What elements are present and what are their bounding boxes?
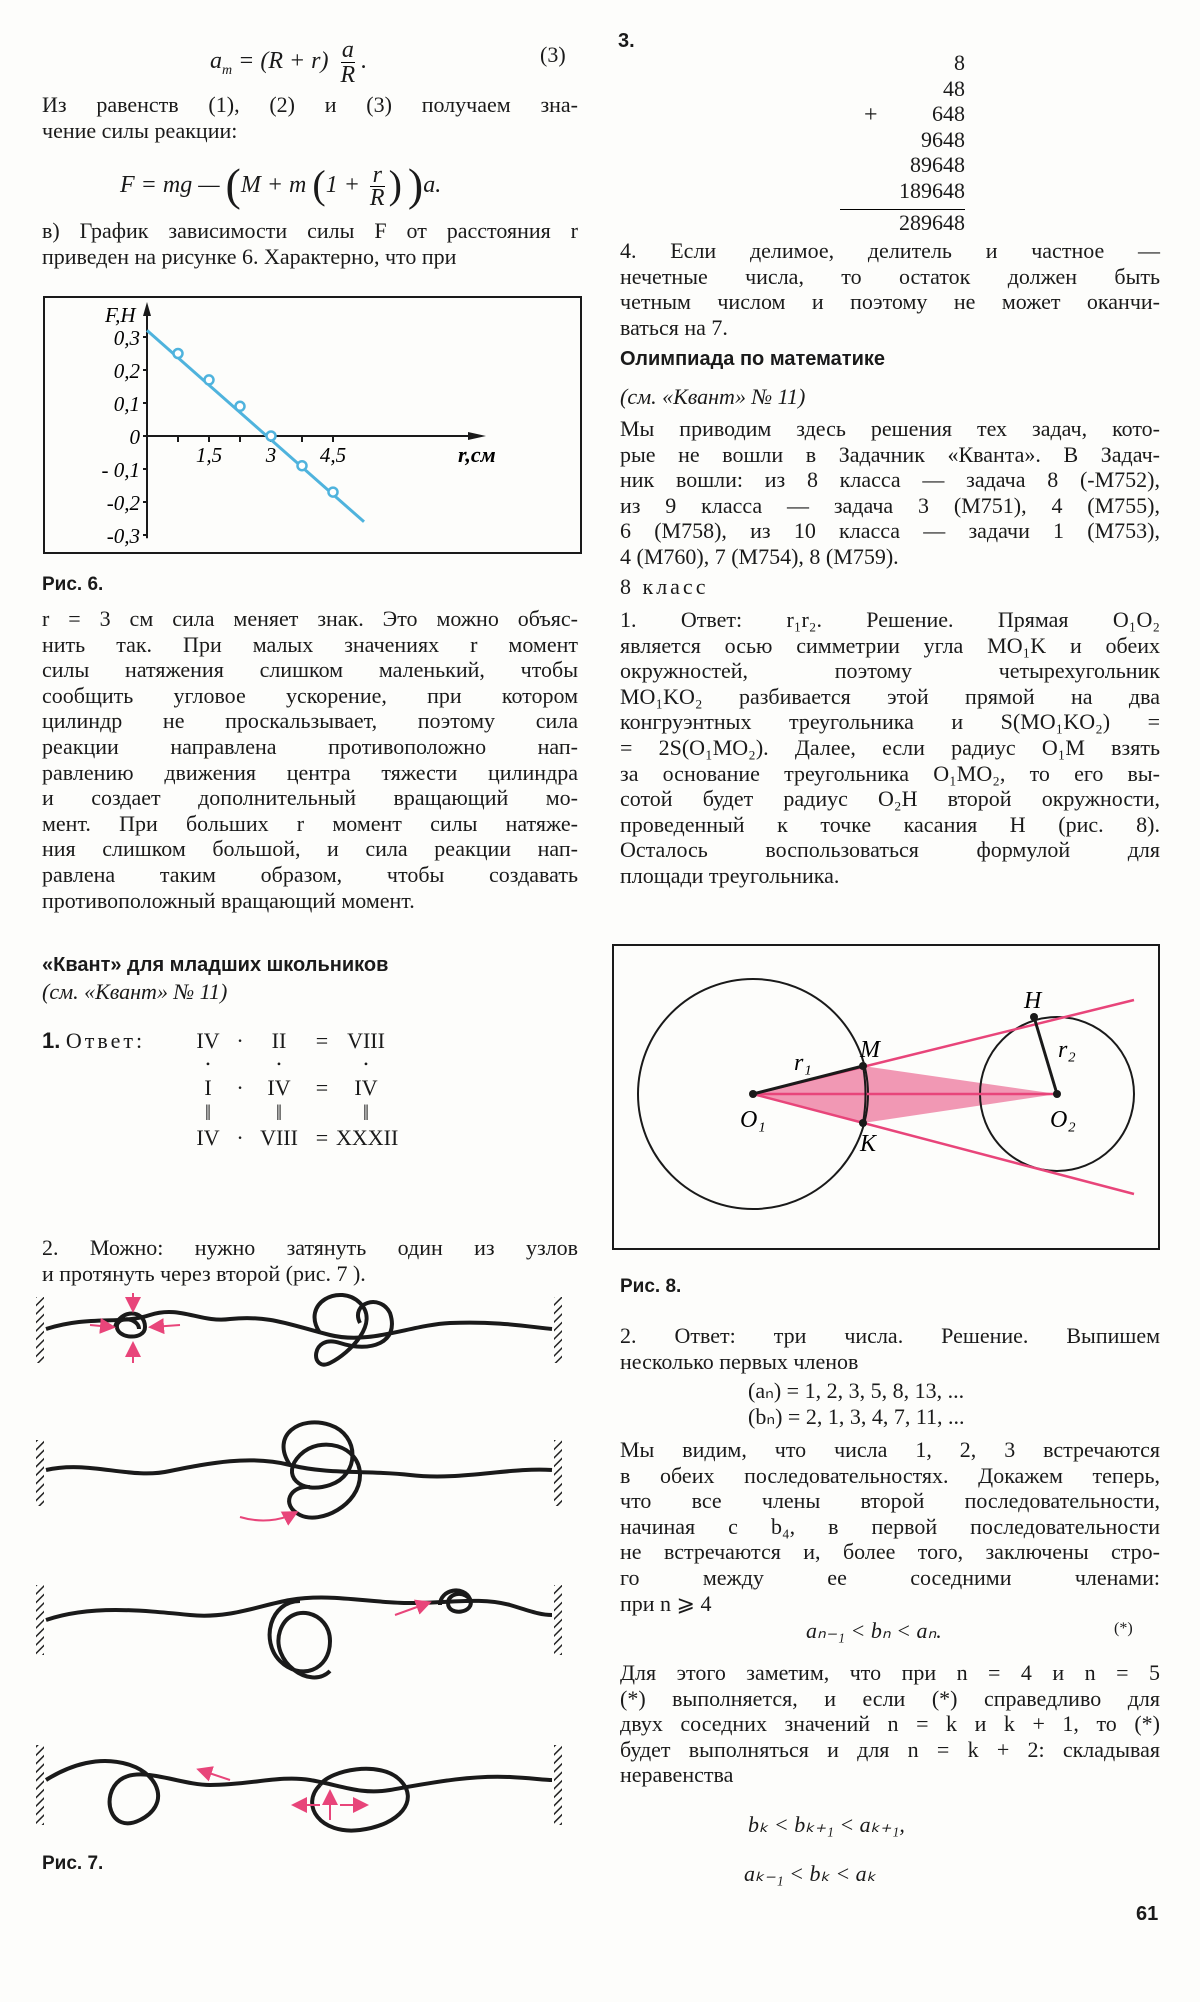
label-r1: r₁ <box>794 1050 812 1076</box>
text-line: MO₁KO₂ разбивается этой прямой на два <box>620 683 1160 709</box>
y-axis-arrow <box>143 302 151 316</box>
eq3-mid: = (R + r) <box>238 48 329 75</box>
roman-cell: = <box>315 1125 329 1150</box>
inequality-star: aₙ₋₁ < bₙ < aₙ. <box>806 1618 942 1643</box>
figure-8-circles <box>612 944 1160 1250</box>
y-tick-label: 0 <box>129 425 140 449</box>
text-line: Для этого заметим, что при n = 4 и n = 5 <box>620 1660 1160 1685</box>
addition-column <box>840 50 965 236</box>
roman-cell: · <box>236 1125 244 1150</box>
roman-cell: ‖ <box>362 1100 370 1125</box>
olympiad-intro <box>620 416 1160 570</box>
text-line: четным числом и поэтому не может оканчи- <box>620 289 1160 315</box>
text-line: площади треугольника. <box>620 862 840 888</box>
text-line: будет выполняться и для n = k + 2: складывая <box>620 1736 1160 1762</box>
roman-dot: • <box>276 1057 282 1071</box>
text-line: 4. Если делимое, делитель и частное — <box>620 238 1160 263</box>
answer-1-label <box>42 1028 145 1054</box>
star-label: (*) <box>1114 1620 1133 1637</box>
data-point <box>205 375 214 384</box>
page-number: 61 <box>1136 1903 1159 1925</box>
junior-section-ref: (см. «Квант» № 11) <box>42 979 228 1004</box>
text-line: Мы приводим здесь решения тех задач, кото- <box>620 416 1160 441</box>
roman-cell: = <box>315 1075 329 1100</box>
roman-cell: · <box>236 1028 244 1053</box>
text-line: го между ее соседними членами: <box>620 1564 1160 1590</box>
x-tick-label: 1,5 <box>195 443 223 467</box>
text-line: равлена таким образом, чтобы создавать <box>42 861 578 887</box>
data-point <box>174 349 183 358</box>
eqF-c: 1 + <box>325 172 360 198</box>
text-line: является осью симметрии угла MO₁K и обеих <box>620 632 1160 658</box>
eqF-den: R <box>369 184 385 211</box>
text-line: 4 (М760), 7 (М754), 8 (М759). <box>620 543 899 569</box>
inequality-2: aₖ₋₁ < bₖ < aₖ <box>744 1861 877 1886</box>
knot-row-1 <box>36 1295 562 1365</box>
eqF-b: M + m <box>240 172 307 198</box>
roman-grid <box>186 1028 399 1150</box>
solution-1-text <box>620 607 1160 889</box>
addend: 648 <box>932 101 965 126</box>
y-tick-label: -0,3 <box>106 524 140 548</box>
eq3-den: R <box>340 62 356 88</box>
eqF-d: a. <box>423 172 442 198</box>
eqF-a: F = mg — <box>120 172 226 198</box>
roman-cell: IV <box>196 1028 220 1053</box>
class-8-heading: 8 класс <box>620 574 709 599</box>
addend: 9648 <box>921 126 965 152</box>
text-line: двух соседних значений n = k и k + 1, то (*) <box>620 1711 1160 1737</box>
text-line: из 9 класса — задача 3 (М751), 4 (М755), <box>620 492 1160 518</box>
x-axis-label: r,см <box>458 442 496 467</box>
addend: 8 <box>954 50 965 75</box>
text-line: чение силы реакции: <box>42 117 238 143</box>
text-line: приведен на рисунке 6. Характерно, что при <box>42 243 457 269</box>
explanation-text <box>42 606 578 913</box>
x-tick-label: 4,5 <box>319 443 347 467</box>
y-tick-label: -0,2 <box>106 491 140 515</box>
text-line: 2. Ответ: три числа. Решение. Выпишем <box>620 1323 1160 1348</box>
text-line: не встречаются и, более того, заключены стро- <box>620 1539 1160 1565</box>
solution-2-proof <box>620 1437 1160 1616</box>
text-line: 2. Можно: нужно затянуть один из узлов <box>42 1235 578 1260</box>
knot-row-3 <box>36 1585 562 1677</box>
roman-dot: • <box>205 1057 211 1071</box>
text-line: ния слишком большой, и сила реакции нап- <box>42 836 578 862</box>
eq3-dot: . <box>361 48 368 75</box>
eq3-sub: m <box>222 62 233 78</box>
sequences <box>748 1378 965 1429</box>
knot-row-4 <box>36 1745 562 1831</box>
text-line: 1. Ответ: r₁r₂. Решение. Прямая O₁O₂ <box>620 607 1160 632</box>
answer1-word: Ответ: <box>65 1028 146 1053</box>
text-line: реакции направлена противоположно нап- <box>42 733 578 759</box>
solution-2-text <box>620 1323 1160 1374</box>
text-line: и протянуть через второй (рис. 7 ). <box>42 1260 366 1286</box>
y-tick-label: - 0,1 <box>101 458 140 482</box>
olympiad-ref: (см. «Квант» № 11) <box>620 384 806 409</box>
data-point <box>267 432 276 441</box>
text-line: противоположный вращающий момент. <box>42 887 415 913</box>
addend: 189648 <box>899 177 965 203</box>
text-line: за основание треугольника O₁MO₂, то его вы- <box>620 760 1160 786</box>
text-line: r = 3 см сила меняет знак. Это можно объяс- <box>42 606 578 631</box>
label-M: M <box>860 1037 880 1063</box>
roman-cell: IV <box>196 1125 220 1150</box>
text-line: силы натяжения слишком маленький, чтобы <box>42 657 578 683</box>
addend: 89648 <box>910 152 965 177</box>
label-H: H <box>1024 988 1042 1014</box>
figure-6-chart <box>0 0 600 600</box>
text-line: цилиндр не проскальзывает, поэтому сила <box>42 708 578 734</box>
roman-cell: ‖ <box>275 1100 283 1125</box>
text-line: = 2S(O₁MO₂). Далее, если радиус O₁M взять <box>620 734 1160 760</box>
answer-2-text <box>42 1235 578 1286</box>
y-tick-label: 0,1 <box>113 392 140 416</box>
figure-7-knots <box>30 1285 590 1855</box>
problem-3-label: 3. <box>618 30 635 52</box>
text-line: несколько первых членов <box>620 1348 859 1374</box>
roman-cell: IV <box>354 1075 378 1100</box>
text-line: в обеих последовательностях. Докажем теперь, <box>620 1462 1160 1488</box>
roman-cell: · <box>236 1075 244 1100</box>
data-point <box>329 488 338 497</box>
text-line: равлению движения центра тяжести цилиндра <box>42 759 578 785</box>
sequence-a: (aₙ) = 1, 2, 3, 5, 8, 13, ... <box>748 1378 965 1403</box>
text-line: сообщить угловое ускорение, при котором <box>42 682 578 708</box>
roman-cell: ‖ <box>204 1100 212 1125</box>
fig6-caption: Рис. 6. <box>42 574 104 595</box>
text-line: ваться на 7. <box>620 314 728 340</box>
label-O2: O₂ <box>1050 1107 1076 1133</box>
text-line: в) График зависимости силы F от расстояния r <box>42 218 578 243</box>
text-line: Осталось воспользоваться формулой для <box>620 837 1160 863</box>
eqF-num: r <box>370 164 385 187</box>
label-O1: O₁ <box>740 1107 766 1133</box>
label-r2: r₂ <box>1058 1037 1076 1063</box>
text-line: нить так. При малых значениях r момент <box>42 631 578 657</box>
roman-cell: VIII <box>260 1125 298 1150</box>
roman-cell: II <box>271 1028 287 1053</box>
eq3-lhs: a <box>210 48 222 75</box>
text-line: проведенный к точке касания H (рис. 8). <box>620 811 1160 837</box>
text-line: и создает дополнительный вращающий мо- <box>42 785 578 811</box>
y-tick-label: 0,2 <box>113 359 140 383</box>
roman-dot: • <box>363 1057 369 1071</box>
text-line: нечетные числа, то остаток должен быть <box>620 263 1160 289</box>
text-line: конгруэнтных треугольника и S(MO₁KO₂) = <box>620 709 1160 735</box>
junior-section-title: «Квант» для младших школьников <box>42 954 389 976</box>
text-line: (*) выполняется, и если (*) справедливо для <box>620 1685 1160 1711</box>
text-line: Из равенств (1), (2) и (3) получаем зна- <box>42 92 578 117</box>
text-line: мент. При больших r момент силы натяже- <box>42 810 578 836</box>
eq3-num: a <box>341 37 354 63</box>
plus-sign: + <box>864 102 878 128</box>
answer1-number: 1. <box>42 1028 61 1053</box>
y-axis-label: F,H <box>105 303 136 327</box>
text-line: 6 (М758), из 10 класса — задачи 1 (М753), <box>620 518 1160 544</box>
roman-cell: I <box>204 1075 212 1100</box>
sequence-b: (bₙ) = 2, 1, 3, 4, 7, 11, ... <box>748 1403 965 1429</box>
roman-cell: VIII <box>347 1028 385 1053</box>
text-line: Мы видим, что числа 1, 2, 3 встречаются <box>620 1437 1160 1462</box>
olympiad-title: Олимпиада по математике <box>620 348 885 370</box>
text-line: неравенства <box>620 1762 734 1788</box>
x-axis-arrow <box>468 432 486 440</box>
text-line: начиная с b₄, в первой последовательности <box>620 1513 1160 1539</box>
solution-2-induction <box>620 1660 1160 1788</box>
text-line: окружностей, поэтому четырехугольник <box>620 658 1160 684</box>
eq3-label: (3) <box>540 42 566 67</box>
equation-F: F = mg — (M + m (1 + $\frac{r}{R}$ ) )a. <box>120 159 442 211</box>
roman-cell: = <box>315 1028 329 1053</box>
addition-sum: 289648 <box>840 209 965 236</box>
x-tick-label: 3 <box>265 443 277 467</box>
text-line: сотой будет радиус O₂H второй окружности, <box>620 786 1160 812</box>
text-line: рые не вошли в Задачник «Кванта». В Задач- <box>620 441 1160 467</box>
label-K: K <box>860 1131 877 1157</box>
roman-cell: IV <box>267 1075 291 1100</box>
roman-cell: XXXII <box>336 1125 399 1150</box>
text-line: при n ⩾ 4 <box>620 1590 712 1616</box>
text-line: ник вошли: из 8 класса — задача 8 (-М752), <box>620 467 1160 493</box>
red-arrows <box>90 1293 428 1820</box>
inequality-1: bₖ < bₖ₊₁ < aₖ₊₁, <box>748 1812 905 1837</box>
text-line: что все члены второй последовательности, <box>620 1488 1160 1514</box>
y-tick-label: 0,3 <box>113 326 140 350</box>
fig8-caption: Рис. 8. <box>620 1276 682 1297</box>
data-point <box>298 461 307 470</box>
addend: 48 <box>943 75 965 101</box>
problem-4-text <box>620 238 1160 340</box>
data-point <box>236 402 245 411</box>
fig7-caption: Рис. 7. <box>42 1853 104 1874</box>
knot-row-2 <box>36 1422 562 1517</box>
